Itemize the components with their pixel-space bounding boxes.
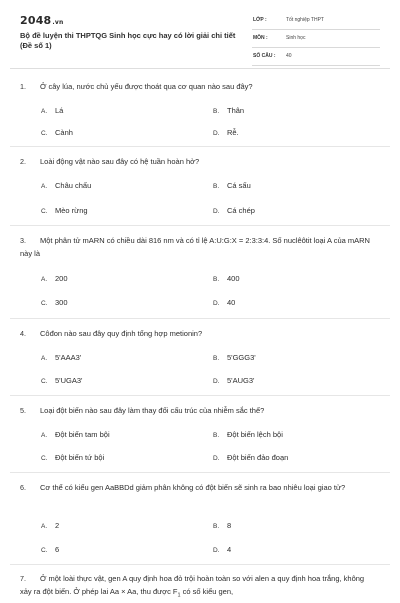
option-text: Đột biến tứ bội — [55, 453, 105, 462]
option-text: 40 — [227, 298, 236, 307]
question-divider — [10, 564, 390, 565]
question-stem: Cơ thể có kiểu gen AaBBDd giảm phân không có đột biến sẽ sinh ra bao nhiêu loại giao tử? — [40, 483, 346, 492]
meta-label: SỐ CÂU : — [253, 53, 276, 59]
question-text — [20, 80, 370, 93]
question-text — [20, 234, 370, 260]
question-stem: Một phân tử mARN có chiều dài 816 nm và có tỉ lệ A:U:G:X = 2:3:3:4. Số nuclêôtit loại A của mARN này là — [20, 236, 370, 258]
question-number: 3. — [20, 236, 26, 245]
option-letter: B. — [213, 355, 220, 362]
option-letter: C. — [41, 455, 48, 462]
option-text: 5'UGA3' — [55, 376, 83, 385]
question-stem-part: Ở một loài thực vật, gen A quy định hoa đỏ trội hoàn toàn so với alen a quy định hoa trắng, không xảy ra đột biến. Ở phép lai Aa × Aa, thu được F — [20, 574, 365, 596]
option-a[interactable] — [41, 430, 110, 439]
option-letter: C. — [41, 300, 48, 307]
option-text: 2 — [55, 521, 60, 530]
option-letter: C. — [41, 547, 48, 554]
document-meta — [252, 14, 380, 68]
question-number: 7. — [20, 574, 26, 583]
question-number: 1. — [20, 82, 26, 91]
option-text: Châu chấu — [55, 181, 92, 190]
option-text: Cá chép — [227, 206, 255, 215]
option-letter: B. — [213, 183, 220, 190]
question-divider — [10, 225, 390, 226]
option-letter: D. — [213, 130, 220, 137]
option-letter: C. — [41, 130, 48, 137]
logo-suffix: .vn — [52, 19, 64, 26]
option-letter: D. — [213, 547, 220, 554]
option-letter: A. — [41, 183, 48, 190]
option-letter: D. — [213, 455, 220, 462]
question-text — [20, 155, 370, 168]
option-text: 4 — [227, 545, 232, 554]
meta-row-count — [252, 50, 380, 66]
option-text: 6 — [55, 545, 60, 554]
option-a[interactable] — [41, 521, 59, 530]
meta-label: MÔN : — [253, 35, 268, 41]
option-text: Mèo rừng — [55, 206, 88, 215]
question-stem: Loài động vật nào sau đây có hệ tuần hoàn hở? — [40, 157, 200, 166]
site-logo[interactable] — [20, 14, 63, 27]
option-d[interactable] — [213, 128, 239, 137]
option-letter: B. — [213, 108, 220, 115]
option-a[interactable] — [41, 274, 68, 283]
question-text — [20, 481, 370, 494]
question-divider — [10, 146, 390, 147]
header-divider — [10, 68, 390, 69]
option-text: Cành — [55, 128, 73, 137]
question-divider — [10, 318, 390, 319]
option-b[interactable] — [213, 353, 256, 362]
option-letter: C. — [41, 208, 48, 215]
option-d[interactable] — [213, 298, 235, 307]
option-text: 5'AUG3' — [227, 376, 255, 385]
option-text: Rễ. — [227, 128, 239, 137]
option-letter: B. — [213, 432, 220, 439]
option-c[interactable] — [41, 298, 68, 307]
option-letter: A. — [41, 432, 48, 439]
question-stem: Ở cây lúa, nước chủ yếu được thoát qua cơ quan nào sau đây? — [40, 82, 253, 91]
option-text: 8 — [227, 521, 232, 530]
option-b[interactable] — [213, 430, 283, 439]
option-letter: B. — [213, 276, 220, 283]
question-stem: Côđon nào sau đây quy định tổng hợp metionin? — [40, 329, 203, 338]
option-letter: A. — [41, 523, 48, 530]
question-stem: Loại đột biến nào sau đây làm thay đổi cấu trúc của nhiễm sắc thể? — [40, 406, 265, 415]
option-c[interactable] — [41, 545, 59, 554]
option-d[interactable] — [213, 453, 288, 462]
question-text — [20, 404, 370, 417]
option-letter: A. — [41, 355, 48, 362]
question-number: 6. — [20, 483, 26, 492]
option-text: Thân — [227, 106, 245, 115]
option-b[interactable] — [213, 106, 244, 115]
option-b[interactable] — [213, 181, 251, 190]
option-c[interactable] — [41, 206, 88, 215]
option-text: 5'AAA3' — [55, 353, 82, 362]
meta-row-class — [252, 14, 380, 30]
question-stem — [20, 574, 365, 599]
option-c[interactable] — [41, 128, 73, 137]
option-text: Cá sấu — [227, 181, 251, 190]
question-divider — [10, 395, 390, 396]
question-number: 5. — [20, 406, 26, 415]
option-d[interactable] — [213, 545, 231, 554]
option-c[interactable] — [41, 376, 82, 385]
option-text: Đột biến tam bội — [55, 430, 110, 439]
question-divider — [10, 472, 390, 473]
question-text — [20, 572, 370, 603]
question-number: 2. — [20, 157, 26, 166]
option-a[interactable] — [41, 181, 91, 190]
option-a[interactable] — [41, 106, 63, 115]
option-letter: C. — [41, 378, 48, 385]
option-letter: D. — [213, 378, 220, 385]
option-d[interactable] — [213, 376, 254, 385]
option-text: Đột biến lệch bội — [227, 430, 283, 439]
option-letter: D. — [213, 208, 220, 215]
option-text: 400 — [227, 274, 240, 283]
option-text: 5'GGG3' — [227, 353, 256, 362]
option-text: 200 — [55, 274, 68, 283]
option-b[interactable] — [213, 274, 240, 283]
meta-value: Sinh học — [286, 35, 306, 41]
document-title: Bộ đề luyện thi THPTQG Sinh học cực hay có lời giải chi tiết (Đề số 1) — [20, 31, 236, 50]
option-letter: A. — [41, 276, 48, 283]
question-number: 4. — [20, 329, 26, 338]
logo-text: 2048 — [20, 14, 52, 27]
option-c[interactable] — [41, 453, 104, 462]
option-letter: B. — [213, 523, 220, 530]
question-text — [20, 327, 370, 340]
subscript: 1 — [177, 592, 181, 599]
meta-label: LỚP : — [253, 17, 267, 23]
option-a[interactable] — [41, 353, 81, 362]
option-text: Lá — [55, 106, 64, 115]
option-b[interactable] — [213, 521, 231, 530]
option-text: Đột biến đảo đoạn — [227, 453, 289, 462]
question-stem-part: có số kiểu gen, — [180, 587, 234, 596]
option-text: 300 — [55, 298, 68, 307]
option-d[interactable] — [213, 206, 255, 215]
option-letter: D. — [213, 300, 220, 307]
document-header — [0, 0, 400, 66]
meta-value: Tốt nghiệp THPT — [286, 17, 324, 23]
option-letter: A. — [41, 108, 48, 115]
meta-row-subject — [252, 32, 380, 48]
meta-value: 40 — [286, 53, 292, 59]
